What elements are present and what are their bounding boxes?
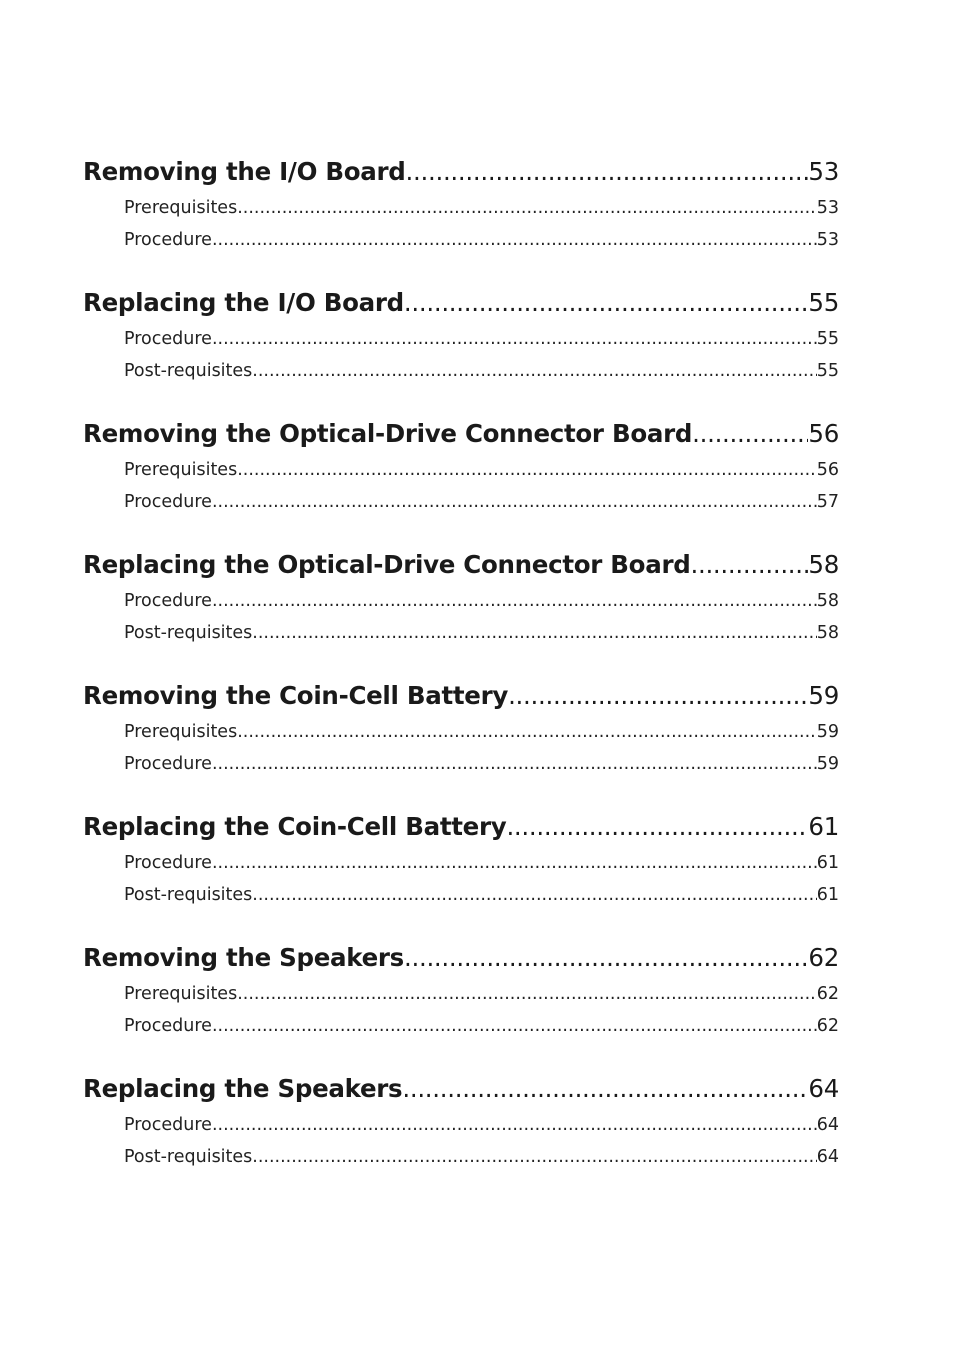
toc-subsection-entry[interactable]: [83, 192, 839, 224]
toc-chapter-entry[interactable]: [83, 545, 839, 585]
chapter-title: Replacing the Coin-Cell Battery: [83, 812, 507, 841]
dot-leader: [212, 847, 817, 879]
toc-chapter-entry[interactable]: [83, 1069, 839, 1109]
toc-chapter-entry[interactable]: [83, 938, 839, 978]
subsection-title: Prerequisites: [124, 198, 238, 218]
chapter-page-number: 61: [808, 812, 839, 841]
subsection-page-number: 53: [816, 230, 839, 250]
dot-leader: [237, 454, 817, 486]
toc-chapter-entry[interactable]: [83, 283, 839, 323]
toc-subsection-entry[interactable]: [83, 486, 839, 518]
subsection-title: Procedure: [124, 492, 212, 512]
dot-leader: [252, 1141, 816, 1173]
subsection-title: Post-requisites: [124, 1147, 253, 1167]
chapter-title: Removing the Coin-Cell Battery: [83, 681, 509, 710]
subsection-page-number: 62: [816, 1016, 839, 1036]
dot-leader: [252, 879, 816, 911]
subsection-title: Procedure: [124, 1016, 212, 1036]
dot-leader: [508, 676, 808, 716]
toc-subsection-entry[interactable]: [83, 847, 839, 879]
dot-leader: [402, 1069, 808, 1109]
chapter-title: Replacing the Optical-Drive Connector Board: [83, 550, 691, 579]
toc-section: [83, 414, 839, 518]
dot-leader: [212, 748, 817, 780]
dot-leader: [237, 192, 817, 224]
toc-chapter-entry[interactable]: [83, 152, 839, 192]
subsection-title: Post-requisites: [124, 885, 253, 905]
dot-leader: [212, 585, 817, 617]
subsection-page-number: 57: [816, 492, 839, 512]
chapter-page-number: 55: [808, 288, 839, 317]
table-of-contents: [83, 152, 839, 1173]
toc-subsection-entry[interactable]: [83, 454, 839, 486]
subsection-page-number: 61: [816, 853, 839, 873]
subsection-page-number: 58: [816, 623, 839, 643]
chapter-page-number: 53: [808, 157, 839, 186]
subsection-title: Procedure: [124, 591, 212, 611]
toc-subsection-entry[interactable]: [83, 224, 839, 256]
toc-subsection-entry[interactable]: [83, 748, 839, 780]
subsection-title: Procedure: [124, 230, 212, 250]
subsection-title: Procedure: [124, 754, 212, 774]
toc-subsection-entry[interactable]: [83, 323, 839, 355]
subsection-page-number: 58: [816, 591, 839, 611]
dot-leader: [692, 414, 808, 454]
dot-leader: [404, 938, 808, 978]
toc-chapter-entry[interactable]: [83, 676, 839, 716]
chapter-page-number: 56: [808, 419, 839, 448]
dot-leader: [406, 152, 809, 192]
toc-chapter-entry[interactable]: [83, 414, 839, 454]
dot-leader: [237, 716, 817, 748]
toc-chapter-entry[interactable]: [83, 807, 839, 847]
subsection-page-number: 64: [816, 1115, 839, 1135]
chapter-title: Replacing the I/O Board: [83, 288, 404, 317]
toc-subsection-entry[interactable]: [83, 1141, 839, 1173]
toc-subsection-entry[interactable]: [83, 716, 839, 748]
toc-section: [83, 283, 839, 387]
toc-subsection-entry[interactable]: [83, 879, 839, 911]
dot-leader: [212, 1010, 817, 1042]
toc-section: [83, 545, 839, 649]
subsection-page-number: 61: [816, 885, 839, 905]
toc-section: [83, 938, 839, 1042]
chapter-title: Removing the Speakers: [83, 943, 404, 972]
toc-section: [83, 807, 839, 911]
dot-leader: [252, 355, 816, 387]
subsection-page-number: 56: [816, 460, 839, 480]
subsection-title: Prerequisites: [124, 984, 238, 1004]
dot-leader: [212, 323, 817, 355]
chapter-title: Removing the Optical-Drive Connector Board: [83, 419, 693, 448]
toc-subsection-entry[interactable]: [83, 1010, 839, 1042]
subsection-title: Procedure: [124, 329, 212, 349]
dot-leader: [212, 1109, 817, 1141]
chapter-title: Replacing the Speakers: [83, 1074, 403, 1103]
toc-section: [83, 152, 839, 256]
chapter-title: Removing the I/O Board: [83, 157, 406, 186]
subsection-page-number: 62: [816, 984, 839, 1004]
chapter-page-number: 58: [808, 550, 839, 579]
subsection-title: Procedure: [124, 853, 212, 873]
dot-leader: [212, 486, 817, 518]
subsection-title: Procedure: [124, 1115, 212, 1135]
toc-section: [83, 1069, 839, 1173]
subsection-page-number: 59: [816, 754, 839, 774]
dot-leader: [237, 978, 817, 1010]
toc-section: [83, 676, 839, 780]
chapter-page-number: 62: [808, 943, 839, 972]
toc-subsection-entry[interactable]: [83, 1109, 839, 1141]
dot-leader: [212, 224, 817, 256]
subsection-page-number: 55: [816, 361, 839, 381]
subsection-title: Prerequisites: [124, 722, 238, 742]
subsection-page-number: 59: [816, 722, 839, 742]
toc-subsection-entry[interactable]: [83, 355, 839, 387]
chapter-page-number: 59: [808, 681, 839, 710]
dot-leader: [404, 283, 809, 323]
toc-subsection-entry[interactable]: [83, 617, 839, 649]
chapter-page-number: 64: [808, 1074, 839, 1103]
dot-leader: [252, 617, 816, 649]
toc-subsection-entry[interactable]: [83, 978, 839, 1010]
subsection-page-number: 64: [816, 1147, 839, 1167]
subsection-page-number: 53: [816, 198, 839, 218]
dot-leader: [506, 807, 808, 847]
subsection-title: Post-requisites: [124, 623, 253, 643]
subsection-title: Prerequisites: [124, 460, 238, 480]
dot-leader: [690, 545, 808, 585]
subsection-page-number: 55: [816, 329, 839, 349]
subsection-title: Post-requisites: [124, 361, 253, 381]
toc-subsection-entry[interactable]: [83, 585, 839, 617]
